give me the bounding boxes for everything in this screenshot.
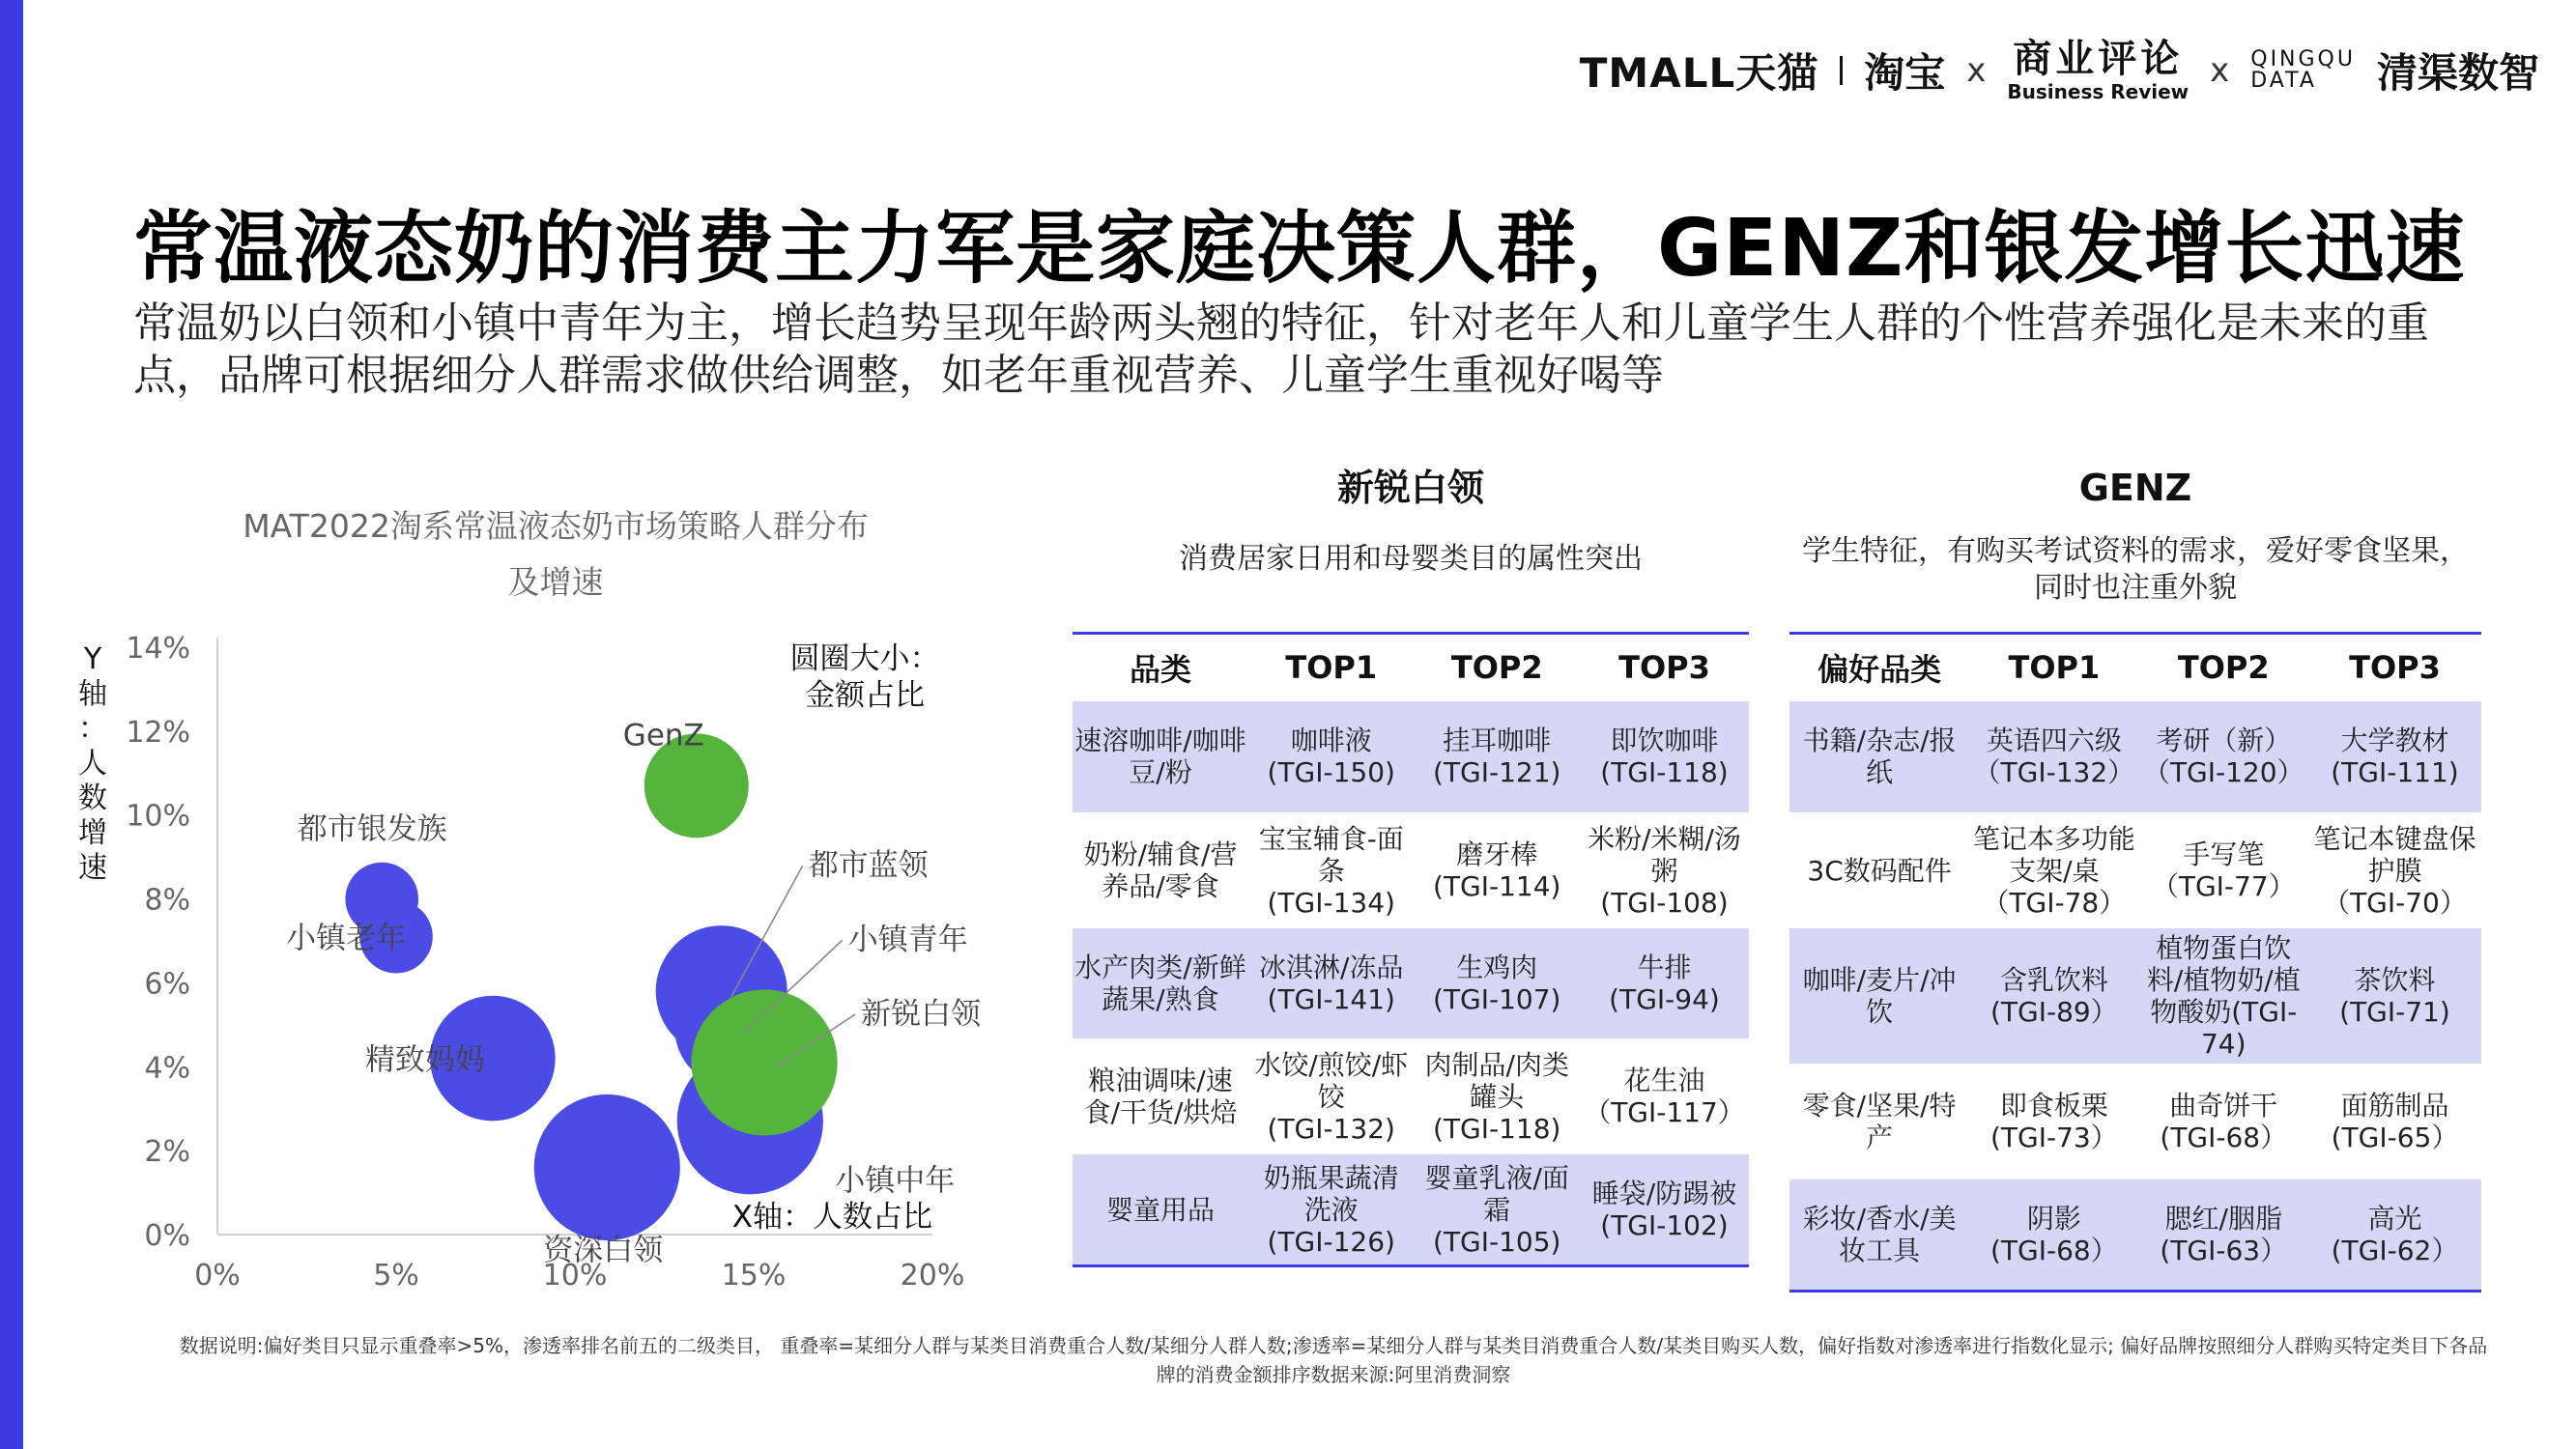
top-item-cell: 奶瓶果蔬清洗液 (TGI-126) <box>1248 1153 1415 1266</box>
business-review-en: Business Review <box>2007 80 2190 103</box>
table-row <box>1789 701 2481 814</box>
qingqu-en-bottom: DATA <box>2250 69 2317 93</box>
table-genz <box>1789 464 2481 1293</box>
category-cell: 婴童用品 <box>1073 1153 1248 1266</box>
table-row <box>1789 927 2481 1065</box>
x-tick-label: 20% <box>900 1259 965 1293</box>
table-row <box>1073 927 1749 1040</box>
top-item-cell: 磨牙棒 (TGI-114) <box>1415 814 1581 927</box>
business-review-cn: 商业评论 <box>2013 36 2184 81</box>
top-item-cell: 冰淇淋/冻品 (TGI-141) <box>1248 927 1415 1040</box>
chart-title <box>243 507 869 601</box>
chart-title-line: MAT2022淘系常温液态奶市场策略人群分布 <box>243 507 869 545</box>
table-row <box>1789 1179 2481 1292</box>
category-cell: 粮油调味/速食/干货/烘焙 <box>1073 1040 1248 1153</box>
top-item-cell: 挂耳咖啡 (TGI-121) <box>1415 701 1581 814</box>
x-axis-label: X轴：人数占比 <box>731 1200 932 1235</box>
table-row <box>1789 814 2481 927</box>
top-item-cell: 植物蛋白饮料/植物奶/植物酸奶(TGI-74) <box>2139 927 2308 1065</box>
table-description: 学生特征，有购买考试资料的需求，爱好零食坚果，同时也注重外貌 <box>1802 534 2469 605</box>
y-axis-label-char: 增 <box>78 816 107 850</box>
table-heading: 新锐白领 <box>1336 467 1484 509</box>
bubble-chart <box>58 483 1024 1314</box>
table-row <box>1789 1065 2481 1179</box>
bubble-label: 新锐白领 <box>861 996 982 1032</box>
qingqu-en-top: QINGQU <box>2250 47 2356 71</box>
size-note-line: 圆圈大小： <box>789 641 940 676</box>
table-row <box>1073 1040 1749 1153</box>
y-tick-label: 10% <box>126 799 190 834</box>
top-item-cell: 腮红/胭脂 (TGI-63） <box>2139 1179 2308 1292</box>
bubble-资深白领 <box>534 1094 680 1240</box>
category-cell: 速溶咖啡/咖啡豆/粉 <box>1073 701 1248 814</box>
brand-header <box>1580 37 2539 104</box>
table-xinrui-bailing <box>1073 464 1749 1267</box>
table-column-header: 偏好品类 <box>1789 634 1969 701</box>
x-tick-label: 5% <box>373 1259 419 1293</box>
category-cell: 书籍/杂志/报纸 <box>1789 701 1969 814</box>
top-item-cell: 面筋制品 (TGI-65） <box>2308 1065 2481 1179</box>
x-tick-label: 0% <box>194 1259 241 1293</box>
brand-x: x <box>1966 51 1987 90</box>
chart-y-ticks <box>126 632 190 1253</box>
y-axis-label-char: Y <box>83 642 102 676</box>
table-row <box>1073 701 1749 814</box>
top-item-cell: 水饺/煎饺/虾饺 (TGI-132) <box>1248 1040 1415 1153</box>
data-footnote: 数据说明:偏好类目只显示重叠率>5%，渗透率排名前五的二级类目， 重叠率=某细分人群与某类目消费重合人数/某细分人群人数;渗透率=某细分人群与某类目消费重合人数/某类目购买人数，偏好指数对渗透率进行指数化显示; 偏好品牌按照细分人群购买特定类目下各品牌的消费金额排序数据来源:阿里消费洞察 <box>179 1334 2488 1386</box>
table-row <box>1073 814 1749 927</box>
y-tick-label: 8% <box>144 883 190 918</box>
size-note-line: 金额占比 <box>805 678 925 713</box>
y-axis-label-char: 数 <box>78 781 107 815</box>
category-cell: 咖啡/麦片/冲饮 <box>1789 927 1969 1065</box>
y-tick-label: 14% <box>126 632 190 666</box>
top-item-cell: 牛排 (TGI-94) <box>1580 927 1749 1040</box>
preference-table <box>1073 632 1749 1267</box>
top-item-cell: 手写笔 （TGI-77） <box>2139 814 2308 927</box>
top-item-cell: 笔记本多功能支架/桌 （TGI-78） <box>1969 814 2138 927</box>
tmall-logo: TMALL天猫 <box>1579 49 1819 97</box>
table-row <box>1073 1153 1749 1266</box>
top-item-cell: 曲奇饼干 (TGI-68） <box>2139 1065 2308 1179</box>
top-item-cell: 高光 (TGI-62） <box>2308 1179 2481 1292</box>
bubble-label: 精致妈妈 <box>364 1042 485 1078</box>
top-item-cell: 肉制品/肉类罐头 (TGI-118) <box>1415 1040 1581 1153</box>
brand-x: x <box>2210 51 2230 90</box>
table-column-header: TOP2 <box>2139 634 2308 701</box>
category-cell: 彩妆/香水/美妆工具 <box>1789 1179 1969 1292</box>
qingqu-data-logo <box>2250 49 2356 92</box>
top-item-cell: 宝宝辅食-面条 (TGI-134) <box>1248 814 1415 927</box>
top-item-cell: 花生油 （TGI-117） <box>1580 1040 1749 1153</box>
category-cell: 水产肉类/新鲜蔬果/熟食 <box>1073 927 1248 1040</box>
table-column-header: TOP3 <box>2308 634 2481 701</box>
top-item-cell: 米粉/米糊/汤粥 (TGI-108) <box>1580 814 1749 927</box>
y-tick-label: 12% <box>126 715 190 750</box>
y-axis-label-char: 人 <box>78 747 107 781</box>
page-subtitle: 常温奶以白领和小镇中青年为主，增长趋势呈现年龄两头翘的特征，针对老年人和儿童学生人群的个性营养强化是未来的重点，品牌可根据细分人群需求做供给调整，如老年重视营养、儿童学生重视好喝等 <box>133 298 2429 400</box>
y-tick-label: 2% <box>144 1135 190 1170</box>
y-axis-label-char: ： <box>78 712 107 746</box>
top-item-cell: 阴影 (TGI-68） <box>1969 1179 2138 1292</box>
table-header-row <box>1073 634 1749 701</box>
business-review-logo <box>2007 36 2190 103</box>
qingqu-cn-logo: 清渠数智 <box>2376 49 2539 97</box>
top-item-cell: 睡袋/防踢被 (TGI-102) <box>1580 1153 1749 1266</box>
accent-bar <box>0 0 23 1449</box>
chart-title-line: 及增速 <box>507 563 604 601</box>
bubble-label: GenZ <box>622 718 704 753</box>
table-description: 消费居家日用和母婴类目的属性突出 <box>1179 542 1643 576</box>
top-item-cell: 茶饮料 (TGI-71) <box>2308 927 2481 1065</box>
x-tick-label: 15% <box>721 1259 787 1293</box>
y-tick-label: 6% <box>144 967 190 1002</box>
y-tick-label: 0% <box>144 1219 190 1253</box>
bubble-label: 小镇中年 <box>835 1163 956 1199</box>
top-item-cell: 生鸡肉 (TGI-107) <box>1415 927 1581 1040</box>
table-heading: GENZ <box>2078 467 2192 509</box>
brand-divider <box>1840 56 1843 85</box>
preference-table <box>1789 632 2481 1293</box>
top-item-cell: 即食板栗 (TGI-73） <box>1969 1065 2138 1179</box>
table-column-header: 品类 <box>1073 634 1248 701</box>
table-column-header: TOP1 <box>1248 634 1415 701</box>
x-tick-label: 10% <box>542 1259 608 1293</box>
bubble-label: 资深白领 <box>543 1233 664 1268</box>
bubble-label: 都市蓝领 <box>808 848 929 884</box>
y-axis-label-char: 轴 <box>78 677 107 711</box>
table-header-row <box>1789 634 2481 701</box>
category-cell: 奶粉/辅食/营养品/零食 <box>1073 814 1248 927</box>
top-item-cell: 大学教材 (TGI-111) <box>2308 701 2481 814</box>
category-cell: 零食/坚果/特产 <box>1789 1065 1969 1179</box>
category-cell: 3C数码配件 <box>1789 814 1969 927</box>
y-axis-label-char: 速 <box>78 851 107 885</box>
top-item-cell: 即饮咖啡 (TGI-118) <box>1580 701 1749 814</box>
taobao-logo: 淘宝 <box>1864 49 1946 97</box>
top-item-cell: 含乳饮料 (TGI-89） <box>1969 927 2138 1065</box>
top-item-cell: 婴童乳液/面霜 (TGI-105) <box>1415 1153 1581 1266</box>
top-item-cell: 英语四六级 （TGI-132） <box>1969 701 2138 814</box>
chart-y-axis-label <box>78 642 107 885</box>
top-item-cell: 咖啡液 (TGI-150) <box>1248 701 1415 814</box>
bubble-label: 都市银发族 <box>297 811 447 847</box>
page-title: 常温液态奶的消费主力军是家庭决策人群，GENZ和银发增长迅速 <box>133 203 2466 295</box>
table-column-header: TOP2 <box>1415 634 1581 701</box>
y-tick-label: 4% <box>144 1051 190 1086</box>
bubble-新锐白领 <box>692 989 838 1135</box>
table-column-header: TOP3 <box>1580 634 1749 701</box>
top-item-cell: 笔记本键盘保护膜 （TGI-70） <box>2308 814 2481 927</box>
bubble-label: 小镇老年 <box>286 921 406 956</box>
bubble-label: 小镇青年 <box>847 923 968 958</box>
top-item-cell: 考研（新） （TGI-120） <box>2139 701 2308 814</box>
table-column-header: TOP1 <box>1969 634 2138 701</box>
chart-bubbles <box>345 733 837 1240</box>
